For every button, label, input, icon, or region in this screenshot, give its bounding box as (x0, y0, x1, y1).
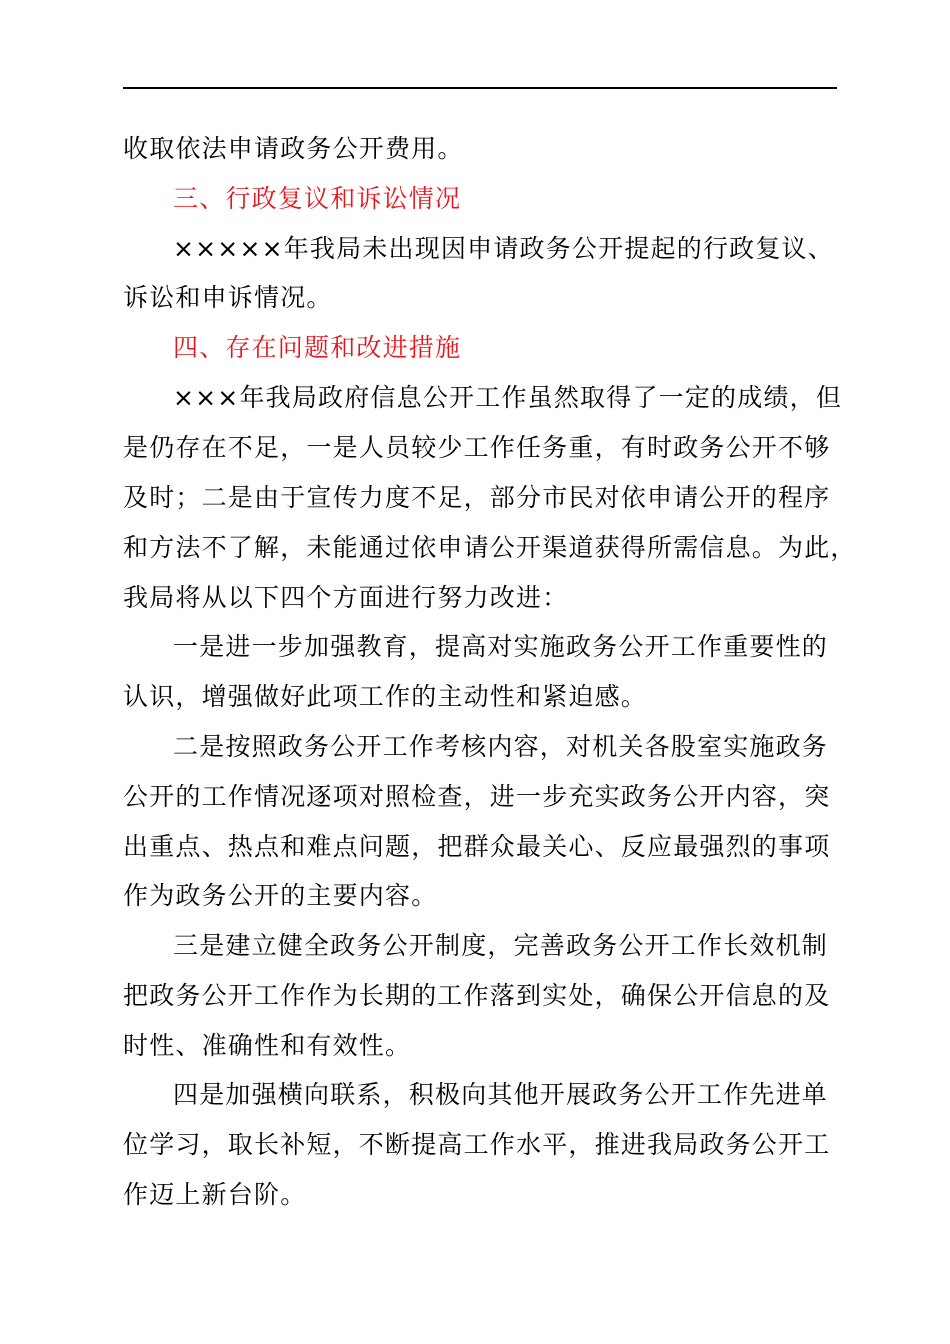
paragraph-line: 是仍存在不足，一是人员较少工作任务重，有时政务公开不够 (123, 433, 831, 462)
paragraph-line: 三是建立健全政务公开制度，完善政务公开工作长效机制 (173, 931, 829, 960)
paragraph-line: 位学习，取长补短，不断提高工作水平，推进我局政务公开工 (123, 1130, 831, 1159)
paragraph-line: 作为政务公开的主要内容。 (123, 881, 438, 910)
paragraph-line: 我局将从以下四个方面进行努力改进： (123, 583, 569, 612)
paragraph-line: 收取依法申请政务公开费用。 (123, 134, 464, 163)
paragraph-line: 公开的工作情况逐项对照检查，进一步充实政务公开内容，突 (123, 782, 831, 811)
paragraph-line: ×××××年我局未出现因申请政务公开提起的行政复议、 (173, 234, 834, 263)
paragraph-line: 诉讼和申诉情况。 (123, 283, 333, 312)
paragraph-line: 出重点、热点和难点问题，把群众最关心、反应最强烈的事项 (123, 832, 831, 861)
section-heading: 三、行政复议和诉讼情况 (173, 184, 462, 213)
paragraph-line: ×××年我局政府信息公开工作虽然取得了一定的成绩，但 (173, 383, 843, 412)
paragraph-line: 时性、准确性和有效性。 (123, 1031, 412, 1060)
paragraph-line: 把政务公开工作作为长期的工作落到实处，确保公开信息的及 (123, 981, 831, 1010)
paragraph-line: 四是加强横向联系，积极向其他开展政务公开工作先进单 (173, 1080, 829, 1109)
paragraph-line: 认识，增强做好此项工作的主动性和紧迫感。 (123, 682, 648, 711)
paragraph-line: 一是进一步加强教育，提高对实施政务公开工作重要性的 (173, 632, 829, 661)
header-rule (123, 87, 837, 89)
section-heading: 四、存在问题和改进措施 (173, 333, 462, 362)
paragraph-line: 及时；二是由于宣传力度不足，部分市民对依申请公开的程序 (123, 483, 831, 512)
paragraph-line: 作迈上新台阶。 (123, 1180, 307, 1209)
paragraph-line: 二是按照政务公开工作考核内容，对机关各股室实施政务 (173, 732, 829, 761)
paragraph-line: 和方法不了解，未能通过依申请公开渠道获得所需信息。为此， (123, 533, 857, 562)
